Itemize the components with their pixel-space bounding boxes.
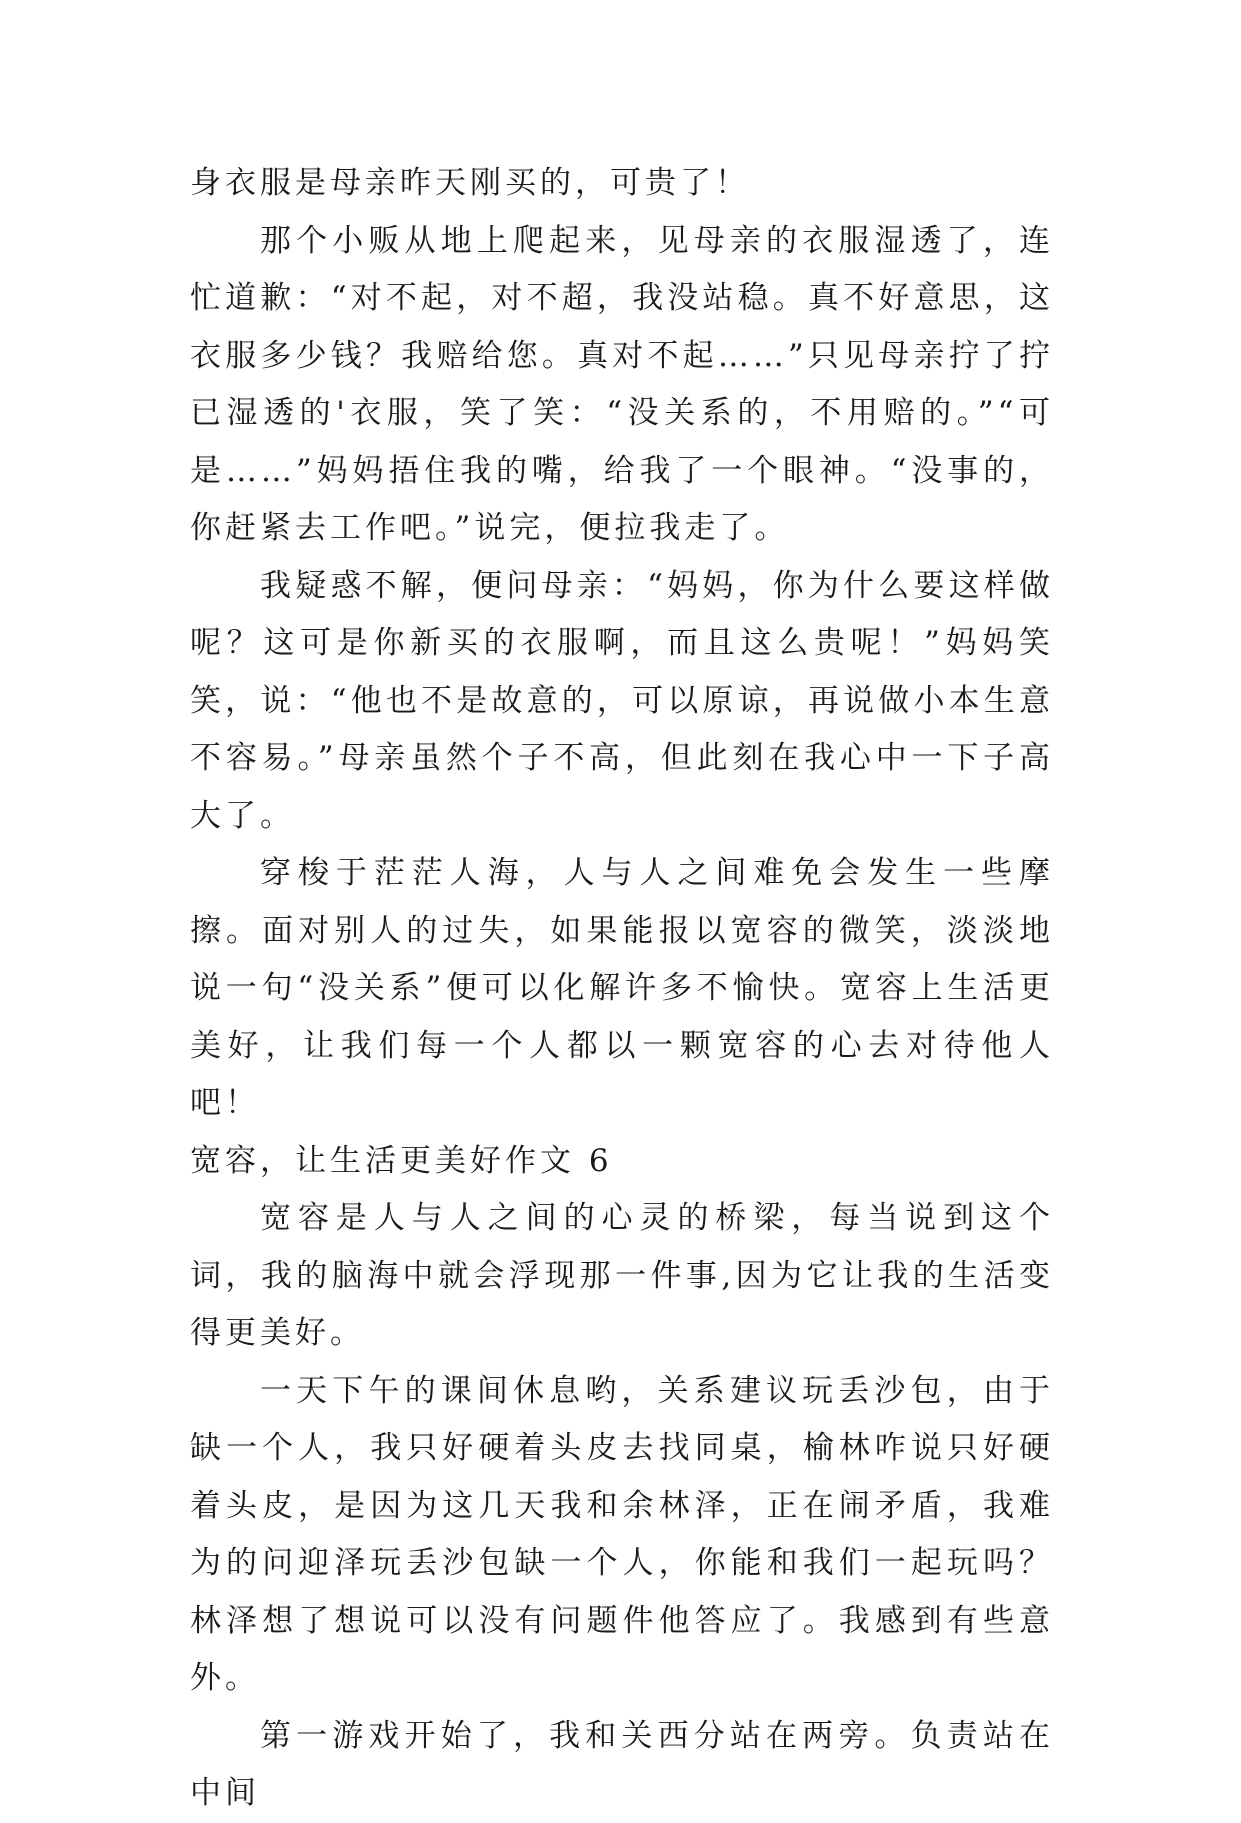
essay-title: 宽容，让生活更美好作文 6 [190, 1142, 613, 1179]
article-body [190, 155, 1054, 1823]
paragraph-vendor-apology: 那个小贩从地上爬起来，见母亲的衣服湿透了，连忙道歉：“对不起，对不超，我没站稳。真不好意思，这衣服多少钱？我赔给您。真对不起……”只见母亲拧了拧已湿透的'衣服，笑了笑：“没关系的，不用赔的。”“可是……”妈妈捂住我的嘴，给我了一个眼神。“没事的，你赶紧去工作吧。”说完，便拉我走了。 [190, 222, 1054, 546]
paragraph-continuation: 身衣服是母亲昨天刚买的，可贵了！ [190, 165, 750, 201]
paragraph-conclusion: 穿梭于茫茫人海，人与人之间难免会发生一些摩擦。面对别人的过失，如果能报以宽容的微笑，淡淡地说一句“没关系”便可以化解许多不愉快。宽容上生活更美好，让我们每一个人都以一颗宽容的心去对待他人吧！ [190, 855, 1054, 1121]
paragraph-afternoon-break: 一天下午的课间休息哟，关系建议玩丢沙包，由于缺一个人，我只好硬着头皮去找同桌，榆林咋说只好硬着头皮，是因为这几天我和余林泽，正在闹矛盾，我难为的问迎泽玩丢沙包缺一个人，你能和我们一起玩吗？林泽想了想说可以没有问题件他答应了。我感到有些意外。 [190, 1372, 1054, 1696]
paragraph-game-start: 第一游戏开始了，我和关西分站在两旁。负责站在中间 [190, 1717, 1054, 1811]
paragraph-intro: 宽容是人与人之间的心灵的桥梁，每当说到这个词，我的脑海中就会浮现那一件事,因为它让我的生活变得更美好。 [190, 1200, 1054, 1351]
paragraph-asking-mother: 我疑惑不解，便问母亲：“妈妈，你为什么要这样做呢？这可是你新买的衣服啊，而且这么贵呢！”妈妈笑笑，说：“他也不是故意的，可以原谅，再说做小本生意不容易。”母亲虽然个子不高，但此刻在我心中一下子高大了。 [190, 567, 1054, 834]
